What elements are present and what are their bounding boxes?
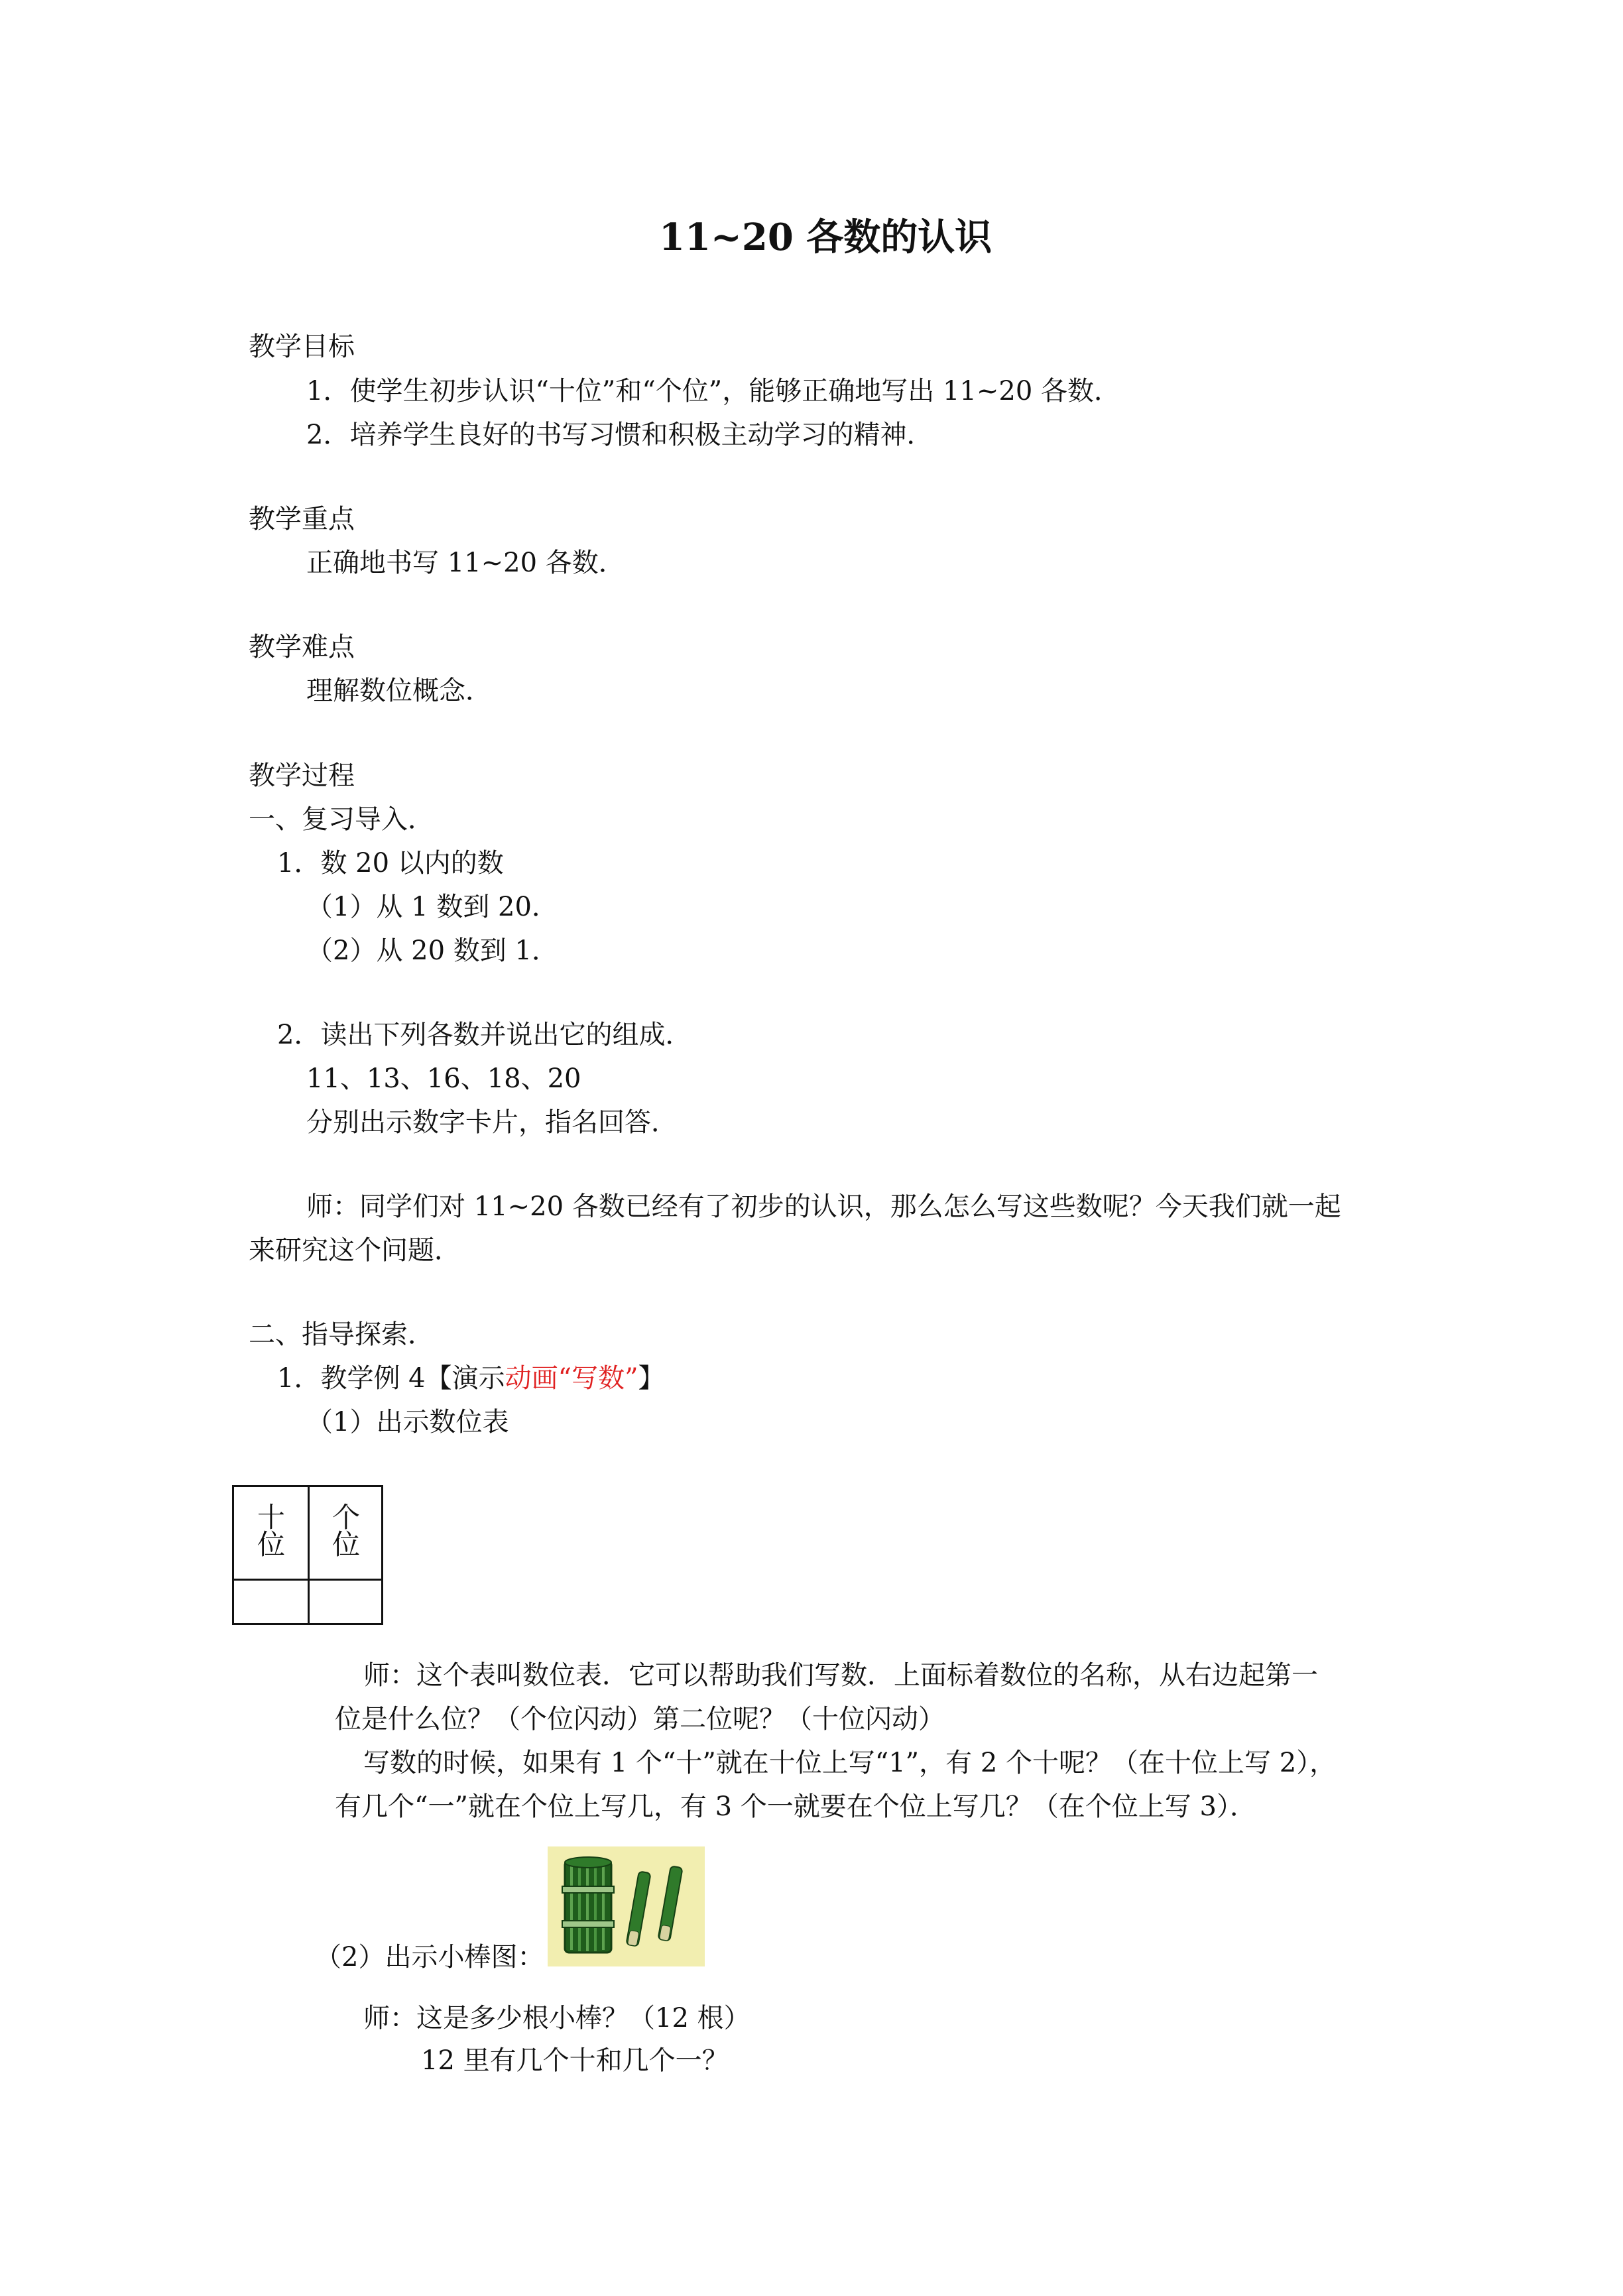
question-2: 12 里有几个十和几个一？ xyxy=(421,2045,729,2076)
tens-header-char-1: 十 xyxy=(257,1501,286,1534)
section1-sub-1: （1）从 1 数到 20． xyxy=(306,892,558,922)
place-value-table xyxy=(232,1485,383,1625)
section1-item-2: 2．读出下列各数并说出它的组成． xyxy=(277,1020,692,1050)
teacher-para-1-line-2: 位是什么位？（个位闪动）第二位呢？（十位闪动） xyxy=(335,1704,945,1734)
show-table-label: （1）出示数位表 xyxy=(306,1407,509,1437)
teacher-intro-line-2: 来研究这个问题． xyxy=(249,1235,461,1266)
teacher-para-1-line-1: 师：这个表叫数位表．它可以帮助我们写数．上面标着数位的名称，从右边起第一 xyxy=(363,1660,1318,1691)
teacher-para-2-line-2: 有几个“一”就在个位上写几，有 3 个一就要在个位上写几？（在个位上写 3）． xyxy=(335,1791,1256,1822)
section1-numbers: 11、13、16、18、20 xyxy=(306,1063,581,1094)
ones-header-char-2: 位 xyxy=(332,1528,361,1561)
key-point-heading: 教学重点 xyxy=(249,504,355,534)
page-title: 11~20 各数的认识 xyxy=(659,215,992,259)
section2-title: 二、指导探索． xyxy=(249,1319,434,1350)
goal-item-2: 2．培养学生良好的书写习惯和积极主动学习的精神． xyxy=(306,420,933,450)
section1-sub-2: （2）从 20 数到 1． xyxy=(306,936,558,966)
ones-header-char-1: 个 xyxy=(332,1501,361,1534)
difficulty-text: 理解数位概念． xyxy=(306,676,492,706)
section1-title: 一、复习导入． xyxy=(249,804,434,835)
animation-link[interactable]: 动画“写数” xyxy=(505,1363,638,1394)
show-sticks-label: （2）出示小棒图： xyxy=(315,1942,544,1972)
difficulty-heading: 教学难点 xyxy=(249,632,355,662)
table-divider-horizontal xyxy=(234,1579,381,1581)
goals-heading: 教学目标 xyxy=(249,332,355,362)
bundle-of-ten-sticks xyxy=(562,1857,614,1953)
table-divider-vertical xyxy=(308,1487,310,1623)
example-suffix: 】 xyxy=(638,1363,665,1394)
goal-item-1: 1．使学生初步认识“十位”和“个位”，能够正确地写出 11~20 各数． xyxy=(306,376,1120,406)
teacher-intro-line-1: 师：同学们对 11~20 各数已经有了初步的认识，那么怎么写这些数呢？今天我们就一起 xyxy=(306,1191,1341,1222)
key-point-text: 正确地书写 11~20 各数． xyxy=(306,548,625,578)
process-heading: 教学过程 xyxy=(249,760,355,791)
teacher-para-2-line-1: 写数的时候，如果有 1 个“十”就在十位上写“1”，有 2 个十呢？（在十位上写 2）， xyxy=(363,1748,1337,1778)
sticks-picture xyxy=(548,1846,705,1966)
section1-item-1: 1．数 20 以内的数 xyxy=(277,848,504,878)
section1-cards: 分别出示数字卡片，指名回答． xyxy=(306,1107,678,1138)
tens-header-char-2: 位 xyxy=(257,1528,286,1561)
example-line xyxy=(277,1365,665,1392)
question-1: 师：这是多少根小棒？（12 根） xyxy=(363,2003,751,2033)
example-prefix: 1．教学例 4【演示 xyxy=(277,1363,505,1394)
